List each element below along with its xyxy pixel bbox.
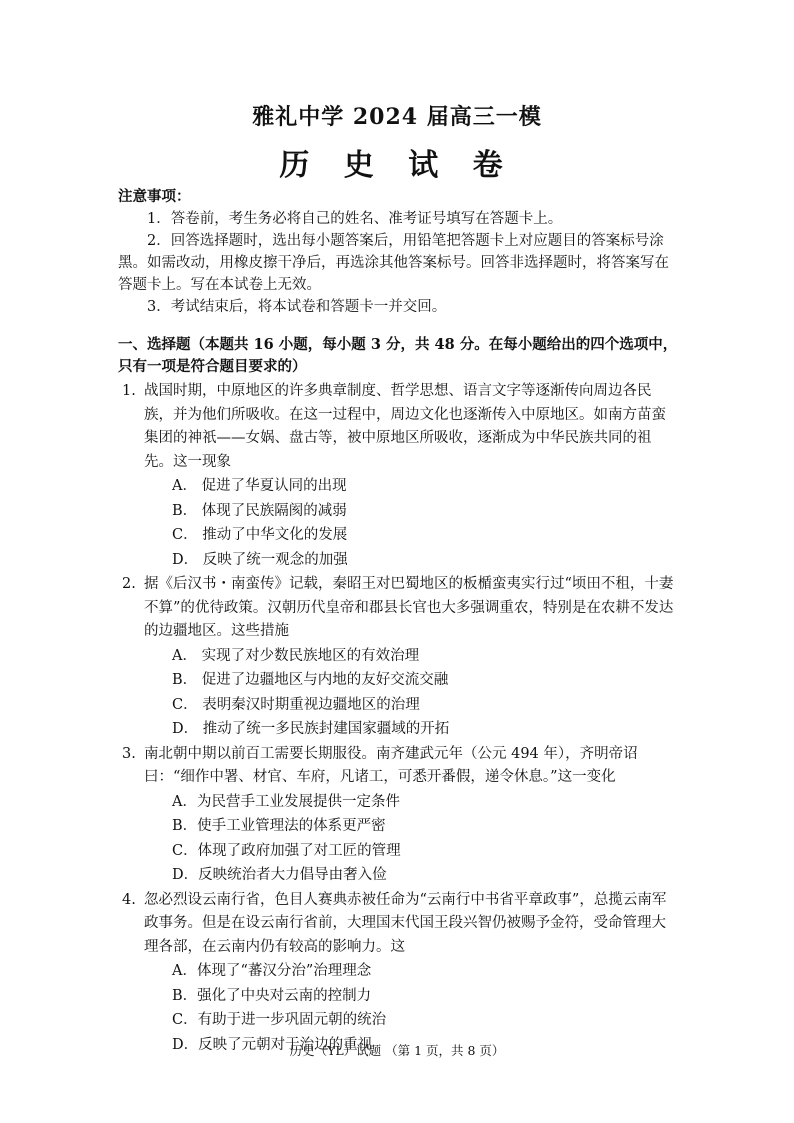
question-number: 1. <box>122 383 136 399</box>
question-number: 4. <box>122 891 136 908</box>
question-3 <box>118 743 678 888</box>
option-b: B．使手工业管理法的体系更严密 <box>172 818 386 834</box>
question-list <box>118 380 678 1058</box>
option-b: B． 体现了民族隔阂的减弱 <box>172 502 347 519</box>
option-a: A．体现了“蕃汉分治”治理理念 <box>172 963 372 979</box>
option-a: A．为民营手工业发展提供一定条件 <box>172 793 400 810</box>
notice-heading: 注意事项： <box>118 188 191 205</box>
option-b: B． 促进了边疆地区与内地的友好交流交融 <box>172 672 449 688</box>
option-c: C．体现了政府加强了对工匠的管理 <box>172 842 401 859</box>
question-4 <box>118 889 678 1058</box>
page-footer: 历史（YL）试题 （第 1 页，共 8 页） <box>289 1043 505 1058</box>
option-d: D．反映了元朝对于治边的重视 <box>172 1036 373 1053</box>
option-c: C． 表明秦汉时期重视边疆地区的治理 <box>172 696 420 713</box>
question-1 <box>118 380 678 572</box>
notice-item: 2．回答选择题时，选出每小题答案后，用铅笔把答题卡上对应题目的答案标号涂黑。如需改动，用橡皮擦干净后，再选涂其他答案标号。回答非选择题时，将答案写在答题卡上。写在本试卷上无效。 <box>118 233 669 293</box>
question-number: 3. <box>122 745 136 762</box>
question-number: 2. <box>122 576 136 592</box>
option-d: D．反映统治者大力倡导由奢入俭 <box>172 867 387 883</box>
question-2 <box>118 573 678 742</box>
exam-subject-title: 历 史 试 卷 <box>279 148 515 183</box>
option-a: A． 促进了华夏认同的出现 <box>172 478 347 494</box>
notice-item: 3．考试结束后，将本试卷和答题卡一并交回。 <box>147 299 447 315</box>
option-a: A． 实现了对少数民族地区的有效治理 <box>172 647 420 664</box>
question-stem: 据《后汉书・南蛮传》记载，秦昭王对巴蜀地区的板楯蛮夷实行过“顷田不租，十妻不算”的优待政策。汉朝历代皇帝和郡县长官也大多强调重农，特别是在农耕不发达的边疆地区。这些措施 <box>144 576 674 639</box>
notice-block <box>118 186 678 318</box>
option-c: C．有助于进一步巩固元朝的统治 <box>172 1012 387 1028</box>
question-stem: 南北朝中期以前百工需要长期服役。南齐建武元年（公元 494 年），齐明帝诏曰：“细作中署、材官、车府，凡诸工，可悉开番假，递令休息。”这一变化 <box>144 745 638 785</box>
option-d: D． 反映了统一观念的加强 <box>172 551 348 568</box>
section-heading: 一、选择题（本题共 16 小题，每小题 3 分，共 48 分。在每小题给出的四个选项中，只有一项是符合题目要求的） <box>118 336 678 375</box>
option-d: D． 推动了统一多民族封建国家疆域的开拓 <box>172 721 450 737</box>
option-b: B．强化了中央对云南的控制力 <box>172 987 372 1004</box>
option-c: C． 推动了中华文化的发展 <box>172 527 348 543</box>
exam-title: 雅礼中学 2024 届高三一模 <box>252 104 542 130</box>
question-stem: 战国时期，中原地区的许多典章制度、哲学思想、语言文字等逐渐传向周边各民族，并为他们所吸收。在这一过程中，周边文化也逐渐传入中原地区。如南方苗蛮集团的神祇——女娲、盘古等，被中原地区所吸收，逐渐成为中华民族共同的祖先。这一现象 <box>144 383 666 470</box>
notice-item: 1．答卷前，考生务必将自己的姓名、准考证号填写在答题卡上。 <box>147 211 563 227</box>
question-stem: 忽必烈设云南行省，色目人赛典赤被任命为“云南行中书省平章政事”，总揽云南军政事务。但是在设云南行省前，大理国末代国王段兴智仍被赐予金符，受命管理大理各部，在云南内仍有较高的影响力。这 <box>144 891 667 955</box>
